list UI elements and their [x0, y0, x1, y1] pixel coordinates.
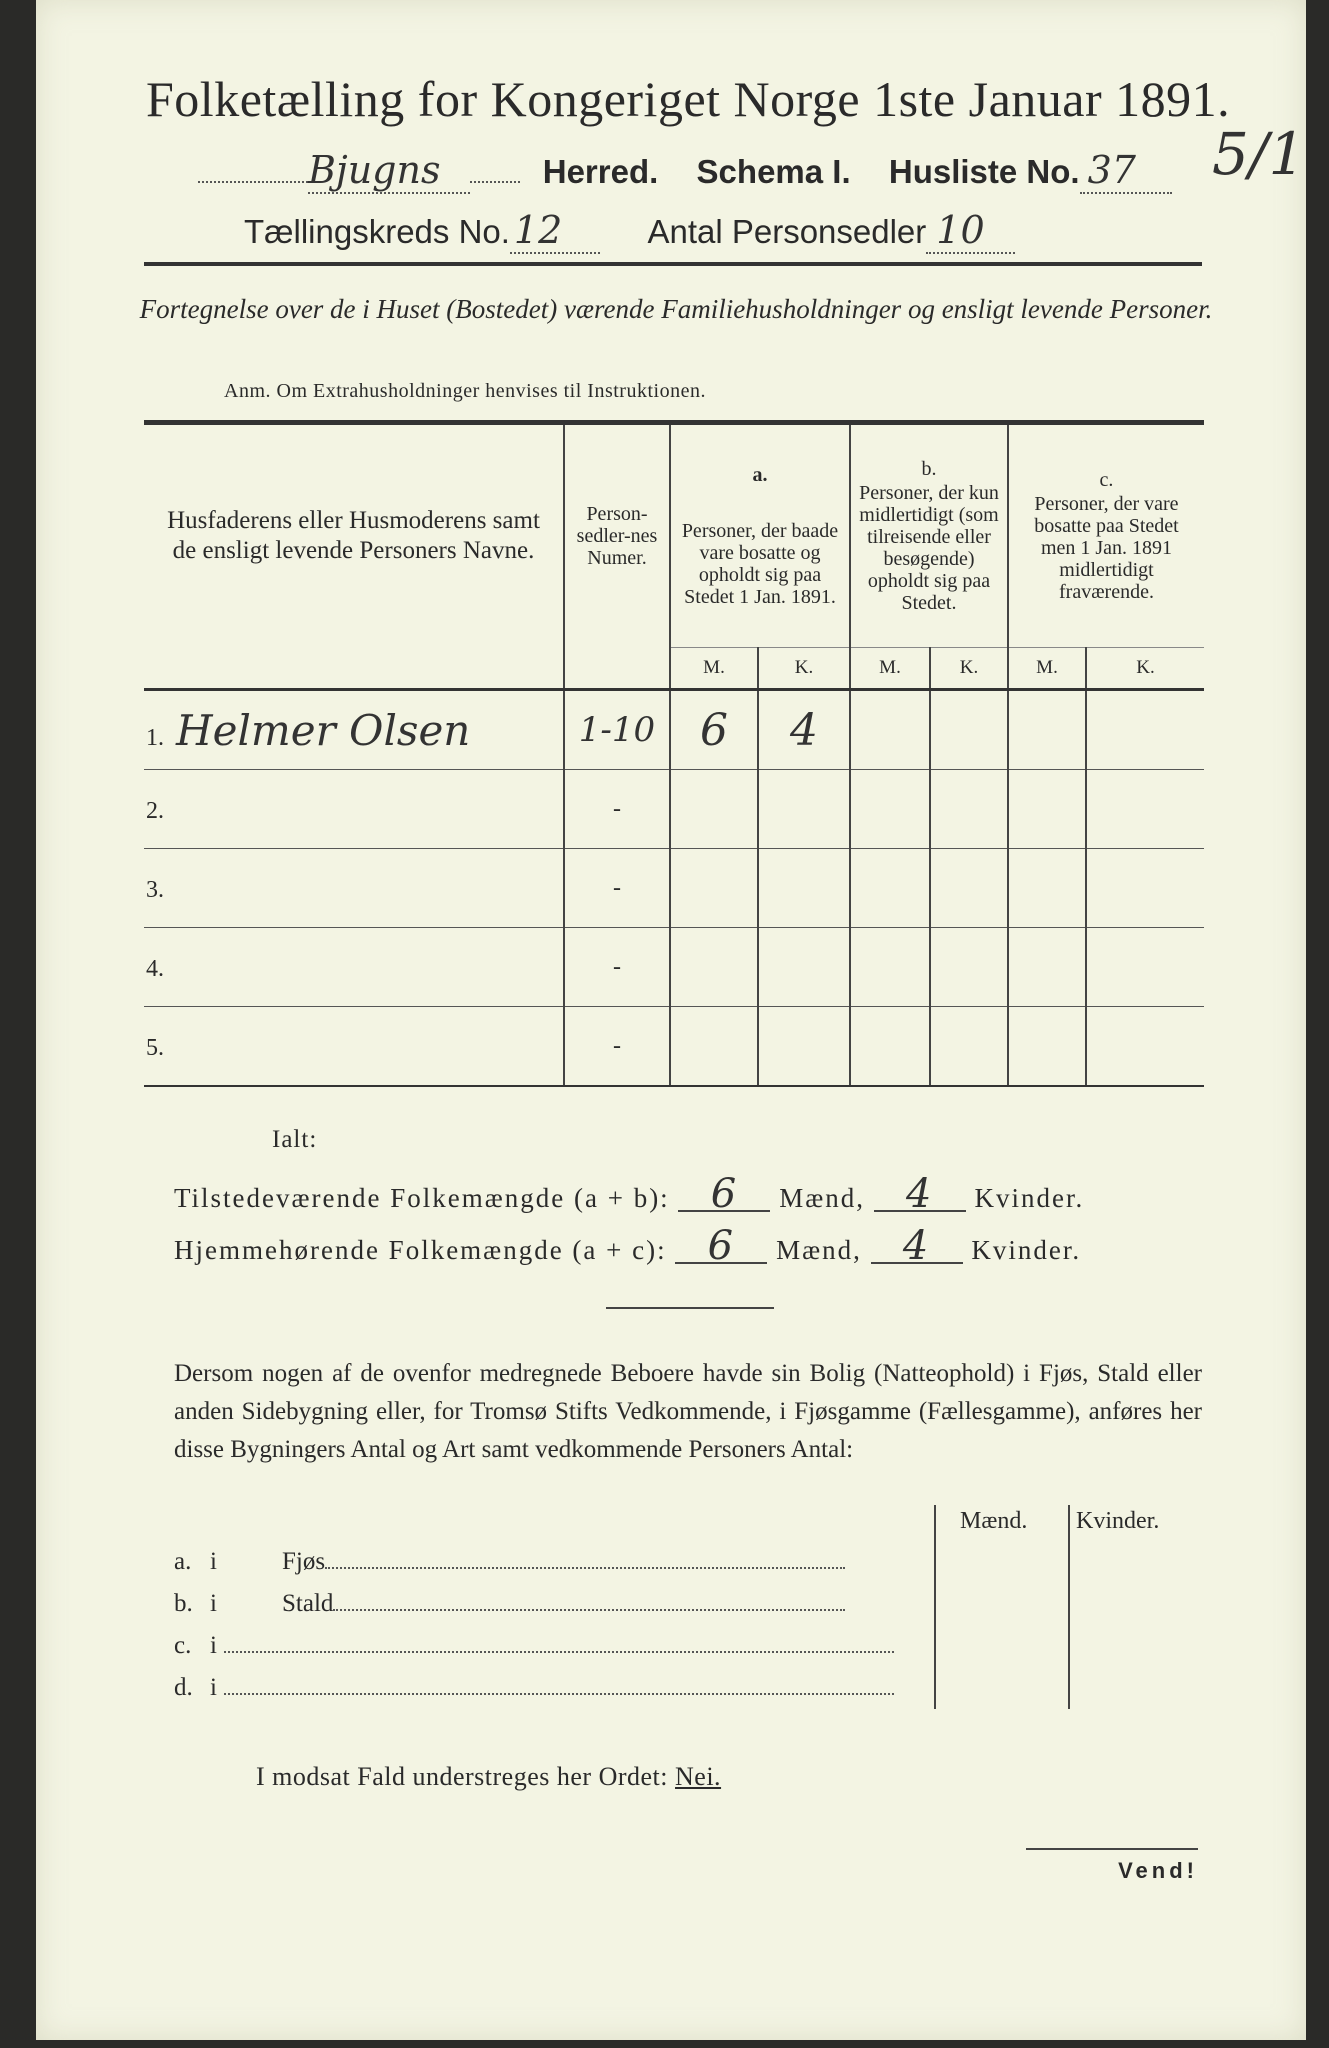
row-number: 4. — [146, 956, 164, 982]
col-a-letter: a. — [752, 464, 768, 486]
building-prep: i — [210, 1590, 217, 1617]
vend-label: Vend! — [1026, 1848, 1198, 1884]
col-c-text: Personer, der vare bosatte paa Stedet men 1 Jan. 1891 midlertidigt fraværende. — [1034, 493, 1179, 603]
building-item — [174, 1548, 845, 1576]
building-letter: a. — [174, 1548, 192, 1575]
buildings-kvinder-header: Kvinder. — [1076, 1508, 1160, 1534]
col-name-header: Husfaderens eller Husmoderens samt de ensligt levende Personers Navne. — [144, 423, 564, 648]
table-row — [144, 770, 1204, 849]
b-k-header: K. — [930, 648, 1008, 690]
building-letter: d. — [174, 1674, 193, 1701]
section-divider — [606, 1307, 774, 1309]
row-num: - — [564, 770, 670, 849]
buildings-divider-1 — [934, 1505, 936, 1709]
a-k-header: K. — [758, 648, 850, 690]
col-num-header: Person-sedler-nes Numer. — [564, 423, 670, 648]
building-letter: b. — [174, 1590, 193, 1617]
building-name: Fjøs — [282, 1548, 326, 1575]
c-m-header: M. — [1008, 648, 1086, 690]
modsat-line — [256, 1762, 721, 1792]
table-row — [144, 690, 1204, 770]
col-c-header — [1008, 423, 1204, 648]
antal-label: Antal Personsedler — [647, 213, 927, 250]
maend-label: Mænd, — [776, 1235, 862, 1265]
maend-label: Mænd, — [779, 1183, 865, 1213]
col-b-text: Personer, der kun midlertidigt (som tilreisende eller besøgende) opholdt sig paa Stedet. — [859, 482, 999, 614]
building-prep: i — [210, 1632, 217, 1659]
row-number: 5. — [146, 1035, 164, 1061]
col-a-header — [670, 423, 850, 648]
buildings-maend-header: Mænd. — [960, 1508, 1028, 1534]
header-divider — [144, 262, 1202, 266]
building-item — [174, 1674, 894, 1702]
modsat-text: I modsat Fald understreges her Ordet: — [256, 1762, 669, 1791]
household-table — [144, 420, 1204, 1087]
ialt-label: Ialt: — [272, 1126, 318, 1153]
c-k-header: K. — [1086, 648, 1204, 690]
building-name: Stald — [282, 1590, 334, 1617]
building-prep: i — [210, 1674, 217, 1701]
margin-note: 5/1 — [1212, 120, 1306, 188]
herred-value: Bjugns — [308, 148, 470, 194]
taellingskreds-value: 12 — [510, 208, 600, 254]
row-number: 1. — [146, 724, 164, 751]
row-num: - — [564, 928, 670, 1007]
table-row — [144, 849, 1204, 928]
col-b-letter: b. — [921, 458, 937, 480]
husliste-label: Husliste No. — [888, 153, 1080, 190]
hjemme-line — [174, 1223, 1082, 1269]
schema-label: Schema I. — [696, 153, 851, 190]
hjemme-kvinder-value: 4 — [871, 1230, 963, 1264]
form-title: Folketælling for Kongeriget Norge 1ste Januar 1891. — [146, 71, 1231, 127]
row-name: Helmer Olsen — [176, 705, 471, 755]
tilstede-maend-value: 6 — [678, 1178, 770, 1212]
row-number: 3. — [146, 877, 164, 903]
kvinder-label: Kvinder. — [974, 1183, 1085, 1213]
tilstede-line — [174, 1171, 1085, 1217]
hjemme-maend-value: 6 — [675, 1230, 767, 1264]
taellingskreds-line — [244, 208, 1015, 254]
subtitle: Fortegnelse over de i Huset (Bostedet) værende Familiehusholdninger og ensligt levende Personer. — [139, 294, 1213, 324]
modsat-word: Nei. — [675, 1762, 722, 1791]
herred-line — [198, 148, 1172, 194]
row-a-m: 6 — [670, 690, 758, 770]
hjemme-label: Hjemmehørende Folkemængde (a + c): — [174, 1235, 667, 1265]
antal-value: 10 — [926, 208, 1014, 254]
col-c-letter: c. — [1099, 469, 1114, 491]
herred-label: Herred. — [542, 153, 659, 190]
b-m-header: M. — [850, 648, 930, 690]
building-item — [174, 1632, 894, 1660]
census-form-page — [36, 0, 1306, 2040]
row-num: - — [564, 1007, 670, 1087]
row-a-k: 4 — [758, 690, 850, 770]
col-b-header — [850, 423, 1008, 648]
col-a-text: Personer, der baade vare bosatte og opholdt sig paa Stedet 1 Jan. 1891. — [681, 520, 839, 608]
table-row — [144, 1007, 1204, 1087]
a-m-header: M. — [670, 648, 758, 690]
tilstede-kvinder-value: 4 — [874, 1178, 966, 1212]
row-num: - — [564, 849, 670, 928]
building-letter: c. — [174, 1632, 192, 1659]
buildings-divider-2 — [1068, 1505, 1070, 1709]
row-num: 1-10 — [564, 690, 670, 770]
tilstede-label: Tilstedeværende Folkemængde (a + b): — [174, 1183, 670, 1213]
husliste-value: 37 — [1080, 148, 1172, 194]
row-number: 2. — [146, 798, 164, 824]
annotation-note: Anm. Om Extrahusholdninger henvises til Instruktionen. — [224, 380, 706, 402]
building-item — [174, 1590, 845, 1618]
kvinder-label: Kvinder. — [971, 1235, 1082, 1265]
table-row — [144, 928, 1204, 1007]
instruction-paragraph: Dersom nogen af de ovenfor medregnede Beboere havde sin Bolig (Natteophold) i Fjøs, Stald eller anden Sidebygning eller, for Tromsø Stifts Vedkommende, i Fjøsgamme (Fællesgamme), anføres her disse Bygningers Antal og Art samt vedkommende Personers Antal: — [174, 1360, 1202, 1463]
building-prep: i — [210, 1548, 217, 1575]
taellingskreds-label: Tællingskreds No. — [244, 213, 510, 250]
